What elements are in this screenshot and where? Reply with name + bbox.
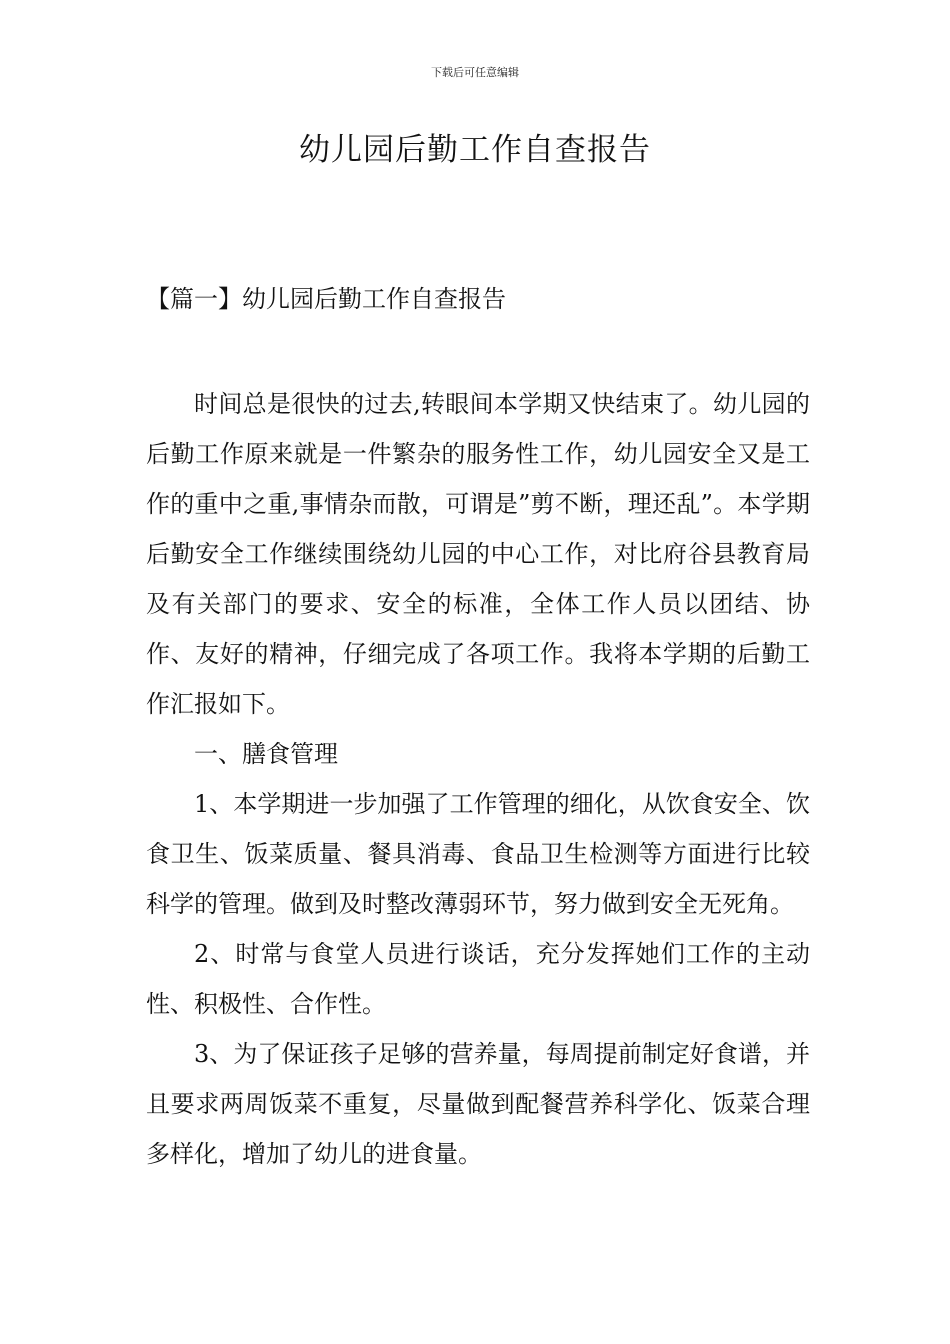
paragraph-heading-meal-management: 一、膳食管理: [194, 740, 338, 768]
document-body: [146, 379, 810, 1179]
paragraph-item-2: 2、时常与食堂人员进行谈话，充分发挥她们工作的主动性、积极性、合作性。: [146, 940, 810, 1018]
paragraph-item-3: 3、为了保证孩子足够的营养量，每周提前制定好食谱，并且要求两周饭菜不重复，尽量做到配餐营养科学化、饭菜合理多样化，增加了幼儿的进食量。: [146, 1040, 810, 1168]
document-title: 幼儿园后勤工作自查报告: [299, 132, 651, 168]
header-note: 下载后可任意编辑: [431, 66, 519, 79]
paragraph-item-1: 1、本学期进一步加强了工作管理的细化，从饮食安全、饮食卫生、饭菜质量、餐具消毒、食品卫生检测等方面进行比较科学的管理。做到及时整改薄弱环节，努力做到安全无死角。: [146, 790, 810, 918]
section-heading: 【篇一】幼儿园后勤工作自查报告: [146, 285, 506, 313]
paragraph-intro: 时间总是很快的过去,转眼间本学期又快结束了。幼儿园的后勤工作原来就是一件繁杂的服务性工作，幼儿园安全又是工作的重中之重,事情杂而散，可谓是”剪不断，理还乱”。本学期后勤安全工作继续围绕幼儿园的中心工作，对比府谷县教育局及有关部门的要求、安全的标准，全体工作人员以团结、协作、友好的精神，仔细完成了各项工作。我将本学期的后勤工作汇报如下。: [146, 390, 810, 718]
